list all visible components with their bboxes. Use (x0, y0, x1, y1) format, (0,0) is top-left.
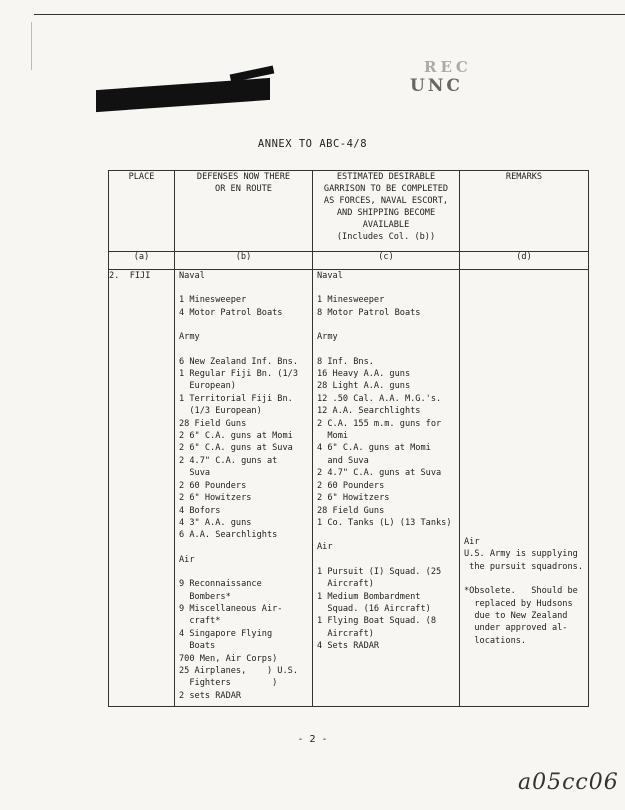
list-item: and Suva (317, 455, 369, 466)
list-item: 9 Miscellaneous Air- (179, 603, 283, 614)
classification-stamp (402, 58, 522, 102)
column-letter-d: (d) (460, 252, 589, 270)
place-label: 2. FIJI (109, 271, 151, 281)
header-remarks: REMARKS (460, 171, 589, 252)
handwritten-code: a05cc06 (518, 770, 619, 795)
list-item: 4 Motor Patrol Boats (179, 307, 283, 318)
list-item: 2 6" C.A. guns at Suva (179, 443, 293, 454)
list-item: locations. (464, 635, 527, 646)
spacer (179, 319, 308, 331)
remarks-list (460, 270, 588, 647)
spacer (317, 554, 455, 566)
stamp-line-1: REC (424, 58, 472, 76)
list-item: 1 Regular Fiji Bn. (1/3 (179, 369, 298, 380)
spacer (317, 319, 455, 331)
header-line: DEFENSES NOW THERE (196, 172, 291, 182)
list-item: (1/3 European) (179, 406, 262, 417)
list-item: Fighters ) (179, 678, 278, 689)
list-item: Army (317, 332, 338, 343)
header-defenses (175, 171, 313, 252)
list-item: 2 6" Howitzers (179, 493, 252, 504)
page-number: - 2 - (297, 734, 328, 745)
header-line: GARRISON TO BE COMPLETED (323, 184, 449, 194)
list-item: Boats (179, 641, 216, 652)
list-item: Momi (317, 431, 349, 442)
list-item: 2 4.7" C.A. guns at Suva (317, 468, 442, 479)
header-line: AND SHIPPING BECOME (336, 208, 436, 218)
list-item: under approved al- (464, 623, 568, 634)
column-letter-b: (b) (175, 252, 313, 270)
header-line: AVAILABLE (362, 220, 410, 230)
list-item: 4 Sets RADAR (317, 641, 380, 652)
spacer (179, 282, 308, 294)
list-item: 6 New Zealand Inf. Bns. (179, 356, 298, 367)
list-item: 2 C.A. 155 m.m. guns for (317, 418, 442, 429)
header-garrison (313, 171, 460, 252)
spacer (317, 344, 455, 356)
list-item: 4 Singapore Flying (179, 628, 273, 639)
list-item: craft* (179, 616, 221, 627)
garrison-list (313, 270, 459, 653)
list-item: 12 A.A. Searchlights (317, 406, 421, 417)
list-item: Aircraft) (317, 628, 374, 639)
list-item: 1 Flying Boat Squad. (8 (317, 616, 436, 627)
list-item: Naval (179, 271, 205, 281)
list-item: Air (317, 542, 333, 553)
garrison-table (108, 170, 589, 707)
list-item: 700 Men, Air Corps) (179, 653, 278, 664)
list-item: 1 Pursuit (I) Squad. (25 (317, 566, 442, 577)
list-item: European) (179, 381, 236, 392)
list-item: 28 Field Guns (317, 505, 385, 516)
list-item: 4 3" A.A. guns (179, 517, 252, 528)
list-item: Air (464, 537, 480, 547)
list-item: 25 Airplanes, ) U.S. (179, 665, 298, 676)
defenses-cell (175, 270, 313, 707)
column-letter-row (109, 252, 589, 270)
header-line: OR EN ROUTE (215, 184, 272, 194)
header-place: PLACE (109, 171, 175, 252)
list-item: 28 Light A.A. guns (317, 381, 411, 392)
list-item: due to New Zealand (464, 611, 568, 622)
spacer (317, 529, 455, 541)
list-item: 2 4.7" C.A. guns at (179, 455, 278, 466)
list-item: 2 sets RADAR (179, 690, 242, 701)
garrison-cell (313, 270, 460, 707)
column-letter-c: (c) (313, 252, 460, 270)
list-item: 12 .50 Cal. A.A. M.G.'s. (317, 393, 442, 404)
list-item: 2 6" Howitzers (317, 493, 390, 504)
list-item: Air (179, 554, 195, 565)
list-item: the pursuit squadrons. (464, 561, 583, 572)
table-row (109, 270, 589, 707)
list-item: 8 Inf. Bns. (317, 356, 374, 367)
spacer (464, 573, 584, 585)
header-line: ESTIMATED DESIRABLE (336, 172, 436, 182)
list-item: 6 A.A. Searchlights (179, 530, 278, 541)
list-item: 4 6" C.A. guns at Momi (317, 443, 431, 454)
stamp-line-2: UNC (410, 76, 463, 96)
column-letter-a: (a) (109, 252, 175, 270)
list-item: 1 Co. Tanks (L) (13 Tanks) (317, 517, 452, 528)
list-item: Army (179, 332, 200, 343)
list-item: 1 Medium Bombardment (317, 591, 421, 602)
list-item: *Obsolete. Should be (464, 586, 578, 597)
spacer (179, 566, 308, 578)
margin-mark (31, 22, 33, 70)
list-item: 1 Minesweeper (179, 295, 247, 306)
page-title: ANNEX TO ABC-4/8 (257, 138, 368, 150)
top-rule (34, 14, 625, 15)
header-line: (Includes Col. (b)) (336, 232, 436, 242)
list-item: Naval (317, 271, 343, 281)
list-item: 1 Territorial Fiji Bn. (179, 393, 293, 404)
list-item: 16 Heavy A.A. guns (317, 369, 411, 380)
table-header-row (109, 171, 589, 252)
list-item: Aircraft) (317, 579, 374, 590)
list-item: 2 60 Pounders (179, 480, 247, 491)
list-item: U.S. Army is supplying (464, 549, 578, 560)
list-item: 8 Motor Patrol Boats (317, 307, 421, 318)
list-item: replaced by Hudsons (464, 598, 573, 609)
spacer (179, 542, 308, 554)
list-item: Squad. (16 Aircraft) (317, 603, 431, 614)
list-item: 4 Bofors (179, 505, 221, 516)
list-item: 2 6" C.A. guns at Momi (179, 431, 293, 442)
remarks-cell (460, 270, 589, 707)
place-cell (109, 270, 175, 707)
list-item: Suva (179, 468, 211, 479)
list-item: 28 Field Guns (179, 418, 247, 429)
header-line: AS FORCES, NAVAL ESCORT, (323, 196, 449, 206)
redaction-bar (96, 78, 270, 112)
spacer (179, 344, 308, 356)
list-item: 1 Minesweeper (317, 295, 385, 306)
list-item: 2 60 Pounders (317, 480, 385, 491)
spacer (317, 282, 455, 294)
list-item: Bombers* (179, 591, 231, 602)
list-item: 9 Reconnaissance (179, 579, 262, 590)
defenses-list (175, 270, 312, 702)
